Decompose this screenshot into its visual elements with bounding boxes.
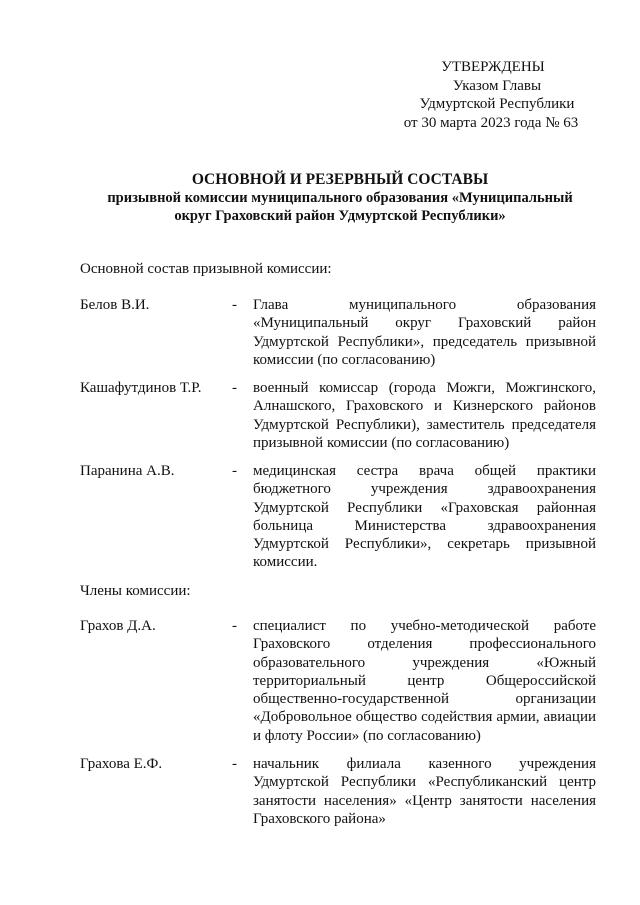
dash-separator: -	[232, 618, 237, 634]
approval-decree: Указом Главы	[452, 77, 542, 94]
document-title	[70, 170, 610, 225]
section-members-heading: Члены комиссии:	[80, 583, 191, 599]
person-description: начальник филиала казенного учреждения Удмуртской Республики «Республиканский центр занятости населения» «Центр занятости населения Граховского района»	[253, 756, 596, 827]
approval-republic: Удмуртской Республики	[419, 96, 575, 112]
approval-heading: УТВЕРЖДЕНЫ	[441, 59, 545, 75]
approval-date: от 30 марта 2023 года № 63	[403, 114, 579, 131]
person-name: Грахов Д.А.	[80, 618, 156, 634]
dash-separator: -	[232, 380, 237, 396]
title-line-1: ОСНОВНОЙ И РЕЗЕРВНЫЙ СОСТАВЫ	[191, 171, 489, 188]
person-description: Глава муниципального образования «Муниципальный округ Граховский район Удмуртской Республики», председатель призывной комиссии (по согласованию)	[253, 297, 596, 368]
person-description: военный комиссар (города Можги, Можгинского, Алнашского, Граховского и Кизнерского районов Удмуртской Республики), заместитель председателя призывной комиссии (по согласованию)	[253, 380, 596, 451]
person-description: медицинская сестра врача общей практики бюджетного учреждения здравоохранения Удмуртской Республики «Граховская районная больница Министерства здравоохранения Удмуртской Республики», секретарь призывной комиссии.	[253, 463, 596, 571]
dash-separator: -	[232, 297, 237, 313]
person-name: Грахова Е.Ф.	[80, 756, 163, 772]
person-description: специалист по учебно-методической работе Граховского отделения профессионального образовательного учреждения «Южный территориальный центр Общероссийской общественно-государственной организации «Добровольное общество содействия армии, авиации и флоту России» (по согласованию)	[253, 618, 596, 744]
title-line-3: округ Граховский район Удмуртской Республики»	[174, 208, 506, 224]
section-main-heading: Основной состав призывной комиссии:	[80, 261, 332, 277]
dash-separator: -	[232, 463, 237, 479]
dash-separator: -	[232, 756, 237, 772]
person-name: Белов В.И.	[80, 297, 150, 313]
approval-block	[360, 58, 620, 132]
person-name: Кашафутдинов Т.Р.	[80, 380, 202, 396]
person-name: Паранина А.В.	[80, 463, 175, 479]
title-line-2: призывной комиссии муниципального образования «Муниципальный	[107, 190, 573, 206]
